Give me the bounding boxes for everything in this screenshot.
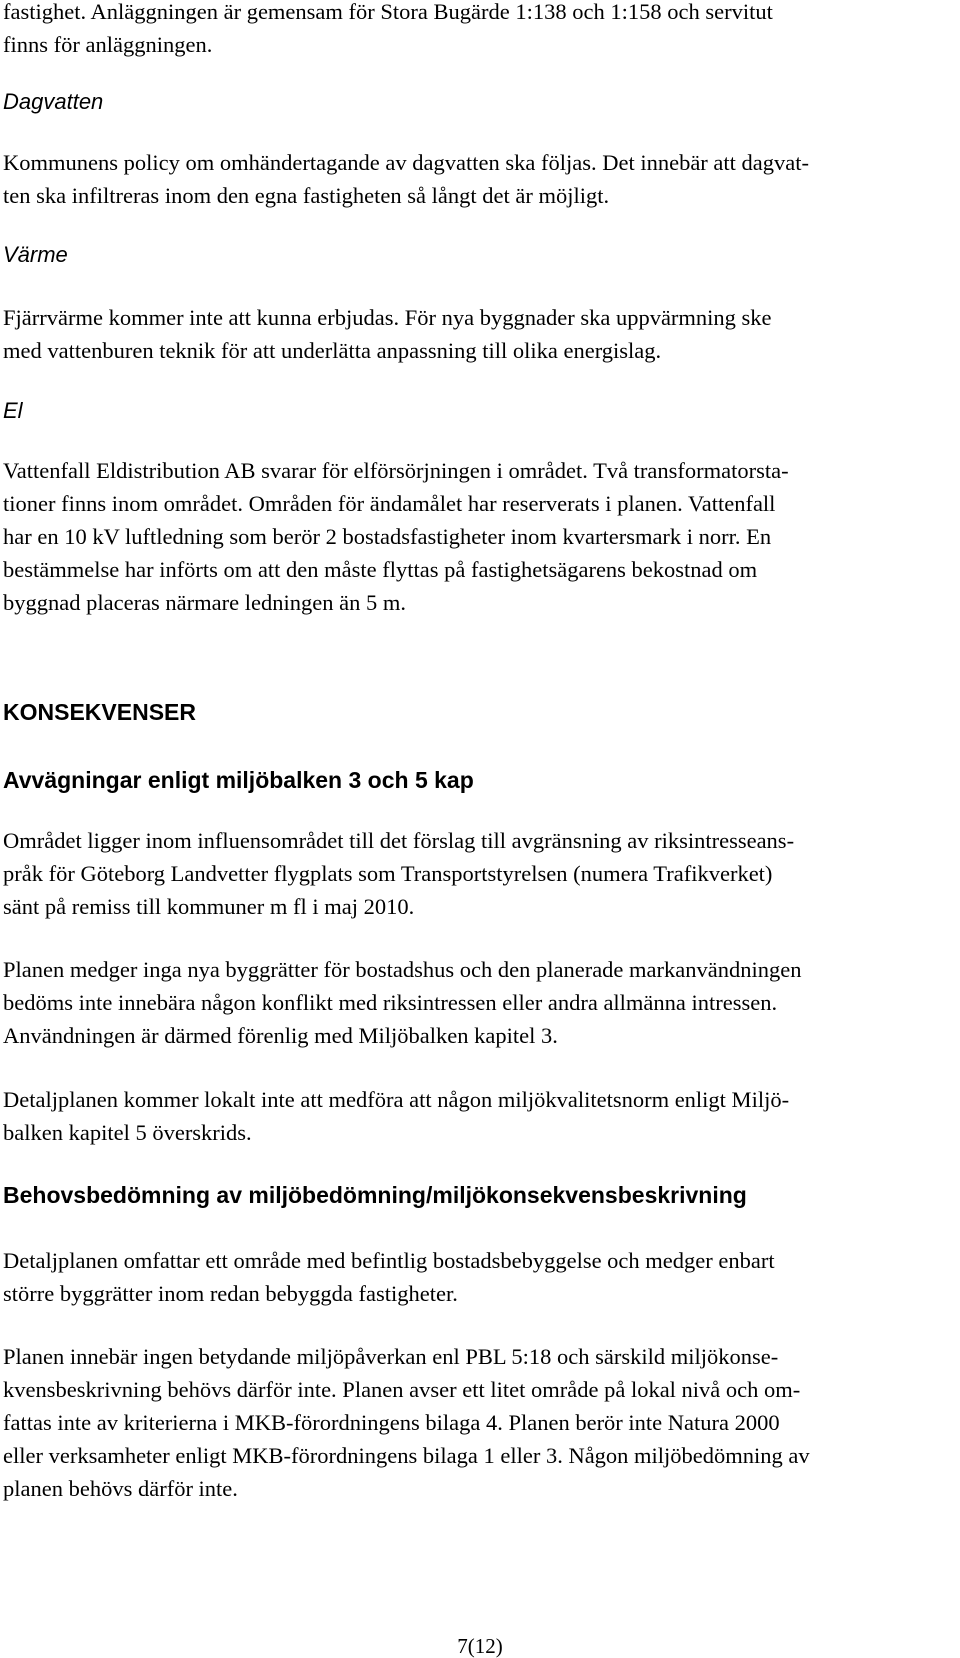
heading-el: El (3, 398, 23, 423)
heading-konsekvenser: KONSEKVENSER (3, 699, 196, 725)
text-line: Fjärrvärme kommer inte att kunna erbjudas. För nya byggnader ska uppvärmning ske (3, 305, 772, 330)
text-line: Vattenfall Eldistribution AB svarar för elförsörjningen i området. Två transformatorsta- (3, 458, 789, 483)
heading-avvagningar: Avvägningar enligt miljöbalken 3 och 5 kap (3, 767, 474, 793)
paragraph-avvagningar-3 (3, 1083, 953, 1149)
text-line: fattas inte av kriterierna i MKB-förordningens bilaga 4. Planen berör inte Natura 2000 (3, 1410, 780, 1435)
text-line: Området ligger inom influensområdet till det förslag till avgränsning av riksintresseans- (3, 828, 795, 853)
paragraph-avvagningar-1 (3, 824, 953, 923)
text-line: kvensbeskrivning behövs därför inte. Planen avser ett litet område på lokal nivå och om- (3, 1377, 801, 1402)
paragraph-avvagningar-2 (3, 953, 953, 1052)
paragraph-behovsbedomning-1 (3, 1244, 953, 1310)
text-line: finns för anläggningen. (3, 32, 213, 57)
paragraph-behovsbedomning-2 (3, 1340, 953, 1505)
page-number: 7(12) (457, 1634, 503, 1658)
text-line: fastighet. Anläggningen är gemensam för Stora Bugärde 1:138 och 1:158 och servitut (3, 0, 773, 24)
text-line: större byggrätter inom redan bebyggda fastigheter. (3, 1281, 458, 1306)
text-line: pråk för Göteborg Landvetter flygplats som Transportstyrelsen (numera Trafikverket) (3, 861, 773, 886)
text-line: eller verksamheter enligt MKB-förordningens bilaga 1 eller 3. Någon miljöbedömning av (3, 1443, 810, 1468)
intro-paragraph (3, 0, 953, 61)
text-line: sänt på remiss till kommuner m fl i maj 2010. (3, 894, 415, 919)
text-line: ten ska infiltreras inom den egna fastigheten så långt det är möjligt. (3, 183, 610, 208)
text-line: Planen innebär ingen betydande miljöpåverkan enl PBL 5:18 och särskild miljökonse- (3, 1344, 779, 1369)
heading-varme: Värme (3, 242, 68, 267)
heading-dagvatten: Dagvatten (3, 89, 104, 114)
text-line: tioner finns inom området. Områden för ändamålet har reserverats i planen. Vattenfall (3, 491, 776, 516)
text-line: med vattenburen teknik för att underlätta anpassning till olika energislag. (3, 338, 662, 363)
text-line: balken kapitel 5 överskrids. (3, 1120, 252, 1145)
text-line: Planen medger inga nya byggrätter för bostadshus och den planerade markanvändningen (3, 957, 802, 982)
text-line: Kommunens policy om omhändertagande av dagvatten ska följas. Det innebär att dagvat- (3, 150, 810, 175)
text-line: planen behövs därför inte. (3, 1476, 238, 1501)
paragraph-dagvatten (3, 146, 953, 212)
paragraph-el (3, 454, 953, 619)
text-line: har en 10 kV luftledning som berör 2 bostadsfastigheter inom kvartersmark i norr. En (3, 524, 772, 549)
text-line: byggnad placeras närmare ledningen än 5 m. (3, 590, 406, 615)
paragraph-varme (3, 301, 953, 367)
text-line: Detaljplanen kommer lokalt inte att medföra att någon miljökvalitetsnorm enligt Miljö- (3, 1087, 790, 1112)
text-line: bedöms inte innebära någon konflikt med riksintressen eller andra allmänna intressen. (3, 990, 778, 1015)
heading-behovsbedomning: Behovsbedömning av miljöbedömning/miljökonsekvensbeskrivning (3, 1182, 747, 1208)
text-line: Användningen är därmed förenlig med Miljöbalken kapitel 3. (3, 1023, 558, 1048)
text-line: Detaljplanen omfattar ett område med befintlig bostadsbebyggelse och medger enbart (3, 1248, 775, 1273)
text-line: bestämmelse har införts om att den måste flyttas på fastighetsägarens bekostnad om (3, 557, 758, 582)
